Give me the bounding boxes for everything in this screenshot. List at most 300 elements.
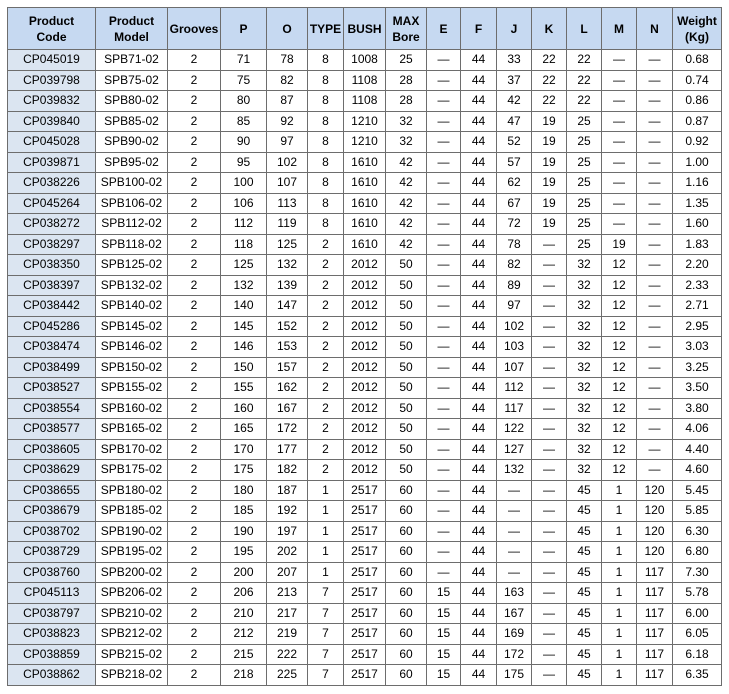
table-cell: — — [602, 173, 637, 194]
table-cell: 12 — [602, 378, 637, 399]
product-code-cell: CP039832 — [8, 91, 96, 112]
table-cell: 2012 — [344, 398, 386, 419]
table-cell: 153 — [267, 337, 308, 358]
table-cell: — — [427, 152, 461, 173]
product-code-cell: CP038862 — [8, 665, 96, 686]
table-cell: — — [532, 316, 567, 337]
table-cell: 182 — [267, 460, 308, 481]
table-cell: 25 — [567, 214, 602, 235]
table-cell: 44 — [461, 255, 497, 276]
table-cell: — — [532, 296, 567, 317]
table-cell: 19 — [532, 173, 567, 194]
table-cell: 225 — [267, 665, 308, 686]
table-cell: SPB100-02 — [96, 173, 168, 194]
table-cell: 22 — [567, 70, 602, 91]
table-cell: 1 — [602, 624, 637, 645]
col-type: TYPE — [308, 8, 344, 50]
table-row — [8, 583, 722, 604]
table-cell: 1610 — [344, 152, 386, 173]
table-cell: 47 — [497, 111, 532, 132]
product-code-cell: CP038350 — [8, 255, 96, 276]
table-cell: — — [532, 624, 567, 645]
table-cell: 6.05 — [673, 624, 722, 645]
table-cell: — — [637, 378, 673, 399]
table-cell: — — [427, 480, 461, 501]
product-code-cell: CP038554 — [8, 398, 96, 419]
table-cell: — — [532, 480, 567, 501]
table-cell: 12 — [602, 398, 637, 419]
table-cell: 50 — [386, 255, 427, 276]
table-cell: 44 — [461, 460, 497, 481]
table-cell: 75 — [221, 70, 267, 91]
table-row — [8, 234, 722, 255]
table-cell: 3.80 — [673, 398, 722, 419]
table-cell: — — [427, 255, 461, 276]
table-row — [8, 70, 722, 91]
table-cell: 2 — [168, 337, 221, 358]
table-cell: 2.20 — [673, 255, 722, 276]
table-cell: — — [602, 132, 637, 153]
table-cell: 32 — [567, 296, 602, 317]
table-cell: 2 — [168, 665, 221, 686]
table-cell: 2012 — [344, 378, 386, 399]
table-cell: SPB215-02 — [96, 644, 168, 665]
table-cell: 167 — [267, 398, 308, 419]
table-cell: — — [532, 583, 567, 604]
table-cell: 107 — [497, 357, 532, 378]
table-cell: 44 — [461, 275, 497, 296]
product-code-cell: CP039871 — [8, 152, 96, 173]
table-cell: 8 — [308, 193, 344, 214]
table-cell: 60 — [386, 521, 427, 542]
table-cell: 2.95 — [673, 316, 722, 337]
table-cell: 140 — [221, 296, 267, 317]
table-cell: — — [637, 398, 673, 419]
table-cell: 45 — [567, 542, 602, 563]
table-cell: SPB112-02 — [96, 214, 168, 235]
table-cell: 97 — [497, 296, 532, 317]
table-cell: 50 — [386, 378, 427, 399]
table-cell: — — [532, 275, 567, 296]
table-cell: 7 — [308, 644, 344, 665]
table-cell: 119 — [267, 214, 308, 235]
table-row — [8, 521, 722, 542]
table-cell: 2517 — [344, 542, 386, 563]
table-cell: SPB200-02 — [96, 562, 168, 583]
table-cell: 15 — [427, 644, 461, 665]
table-cell: — — [532, 562, 567, 583]
table-cell: 200 — [221, 562, 267, 583]
table-cell: 50 — [386, 460, 427, 481]
table-cell: 2 — [168, 173, 221, 194]
table-row — [8, 501, 722, 522]
table-row — [8, 357, 722, 378]
table-cell: 172 — [497, 644, 532, 665]
pulley-spec-table — [7, 7, 722, 686]
table-cell: 44 — [461, 583, 497, 604]
table-cell: 25 — [567, 132, 602, 153]
table-cell: 45 — [567, 501, 602, 522]
table-cell: 2 — [168, 132, 221, 153]
col-p: P — [221, 8, 267, 50]
product-code-cell: CP045264 — [8, 193, 96, 214]
product-code-cell: CP039840 — [8, 111, 96, 132]
table-cell: 32 — [386, 132, 427, 153]
table-cell: — — [497, 501, 532, 522]
col-product-code: Product Code — [8, 8, 96, 50]
table-cell: SPB190-02 — [96, 521, 168, 542]
table-cell: — — [427, 357, 461, 378]
table-row — [8, 419, 722, 440]
table-cell: 2 — [308, 255, 344, 276]
product-code-cell: CP038577 — [8, 419, 96, 440]
table-cell: 5.45 — [673, 480, 722, 501]
table-cell: 1 — [602, 501, 637, 522]
table-cell: — — [637, 214, 673, 235]
table-cell: — — [532, 665, 567, 686]
table-cell: 2517 — [344, 501, 386, 522]
table-cell: 1210 — [344, 111, 386, 132]
table-cell: 8 — [308, 132, 344, 153]
table-cell: 44 — [461, 665, 497, 686]
table-cell: 45 — [567, 644, 602, 665]
table-cell: 167 — [497, 603, 532, 624]
table-cell: 2012 — [344, 296, 386, 317]
table-cell: — — [427, 460, 461, 481]
table-cell: 25 — [567, 234, 602, 255]
table-cell: 44 — [461, 91, 497, 112]
table-cell: 202 — [267, 542, 308, 563]
table-cell: 145 — [221, 316, 267, 337]
col-m: M — [602, 8, 637, 50]
table-cell: 180 — [221, 480, 267, 501]
table-cell: 1 — [602, 665, 637, 686]
table-cell: — — [427, 316, 461, 337]
table-cell: 12 — [602, 439, 637, 460]
table-cell: 44 — [461, 70, 497, 91]
table-cell: 44 — [461, 398, 497, 419]
table-cell: 12 — [602, 460, 637, 481]
table-cell: 60 — [386, 501, 427, 522]
table-cell: 132 — [267, 255, 308, 276]
table-cell: — — [532, 255, 567, 276]
table-cell: 60 — [386, 624, 427, 645]
table-cell: 45 — [567, 603, 602, 624]
table-row — [8, 439, 722, 460]
table-cell: 1 — [308, 562, 344, 583]
col-k: K — [532, 8, 567, 50]
table-cell: 32 — [567, 439, 602, 460]
table-cell: — — [602, 50, 637, 71]
table-cell: 50 — [386, 296, 427, 317]
table-row — [8, 132, 722, 153]
table-cell: 44 — [461, 624, 497, 645]
table-cell: 2012 — [344, 337, 386, 358]
table-cell: 102 — [267, 152, 308, 173]
table-cell: 117 — [637, 562, 673, 583]
table-cell: 42 — [497, 91, 532, 112]
table-cell: 118 — [221, 234, 267, 255]
table-cell: 32 — [567, 337, 602, 358]
table-row — [8, 624, 722, 645]
table-cell: — — [497, 480, 532, 501]
table-cell: 2 — [168, 255, 221, 276]
table-cell: 25 — [386, 50, 427, 71]
table-cell: 1 — [602, 521, 637, 542]
table-cell: 2012 — [344, 316, 386, 337]
table-cell: 2517 — [344, 644, 386, 665]
table-cell: 12 — [602, 316, 637, 337]
table-cell: SPB165-02 — [96, 419, 168, 440]
table-row — [8, 173, 722, 194]
table-cell: 175 — [497, 665, 532, 686]
table-cell: 42 — [386, 234, 427, 255]
table-cell: 62 — [497, 173, 532, 194]
table-cell: 37 — [497, 70, 532, 91]
table-cell: 44 — [461, 603, 497, 624]
table-cell: 122 — [497, 419, 532, 440]
col-grooves: Grooves — [168, 8, 221, 50]
table-cell: 2 — [308, 316, 344, 337]
product-code-cell: CP038527 — [8, 378, 96, 399]
table-cell: 103 — [497, 337, 532, 358]
table-cell: — — [637, 460, 673, 481]
table-cell: 32 — [567, 255, 602, 276]
table-cell: 45 — [567, 521, 602, 542]
table-cell: 117 — [497, 398, 532, 419]
table-cell: 25 — [567, 193, 602, 214]
table-cell: 2 — [168, 398, 221, 419]
table-cell: 44 — [461, 357, 497, 378]
product-code-cell: CP038823 — [8, 624, 96, 645]
table-row — [8, 644, 722, 665]
table-cell: 45 — [567, 624, 602, 645]
table-cell: 2 — [168, 624, 221, 645]
table-cell: 52 — [497, 132, 532, 153]
table-cell: — — [427, 111, 461, 132]
table-cell: 19 — [532, 152, 567, 173]
table-cell: 117 — [637, 665, 673, 686]
table-row — [8, 337, 722, 358]
table-cell: 2 — [168, 316, 221, 337]
product-code-cell: CP038797 — [8, 603, 96, 624]
table-cell: 42 — [386, 173, 427, 194]
table-cell: — — [427, 234, 461, 255]
table-cell: 2 — [168, 91, 221, 112]
table-cell: 172 — [267, 419, 308, 440]
table-cell: 2517 — [344, 583, 386, 604]
table-cell: 50 — [386, 419, 427, 440]
table-cell: 155 — [221, 378, 267, 399]
table-cell: 147 — [267, 296, 308, 317]
table-cell: 32 — [567, 275, 602, 296]
table-cell: 7.30 — [673, 562, 722, 583]
table-cell: 1 — [602, 480, 637, 501]
table-cell: 50 — [386, 439, 427, 460]
table-cell: 60 — [386, 542, 427, 563]
table-cell: 2 — [168, 214, 221, 235]
table-cell: SPB95-02 — [96, 152, 168, 173]
table-cell: 44 — [461, 480, 497, 501]
table-cell: 3.25 — [673, 357, 722, 378]
table-row — [8, 603, 722, 624]
product-code-cell: CP038629 — [8, 460, 96, 481]
table-cell: 190 — [221, 521, 267, 542]
product-code-cell: CP045028 — [8, 132, 96, 153]
table-cell: 44 — [461, 316, 497, 337]
table-cell: 1108 — [344, 91, 386, 112]
table-cell: 207 — [267, 562, 308, 583]
table-cell: 12 — [602, 337, 637, 358]
table-cell: 12 — [602, 255, 637, 276]
table-cell: — — [427, 378, 461, 399]
table-cell: 2 — [168, 460, 221, 481]
table-cell: 169 — [497, 624, 532, 645]
table-cell: 2.33 — [673, 275, 722, 296]
table-cell: 1 — [602, 583, 637, 604]
table-cell: 222 — [267, 644, 308, 665]
table-cell: — — [427, 91, 461, 112]
table-row — [8, 152, 722, 173]
table-cell: SPB195-02 — [96, 542, 168, 563]
table-cell: — — [427, 296, 461, 317]
table-cell: 7 — [308, 624, 344, 645]
table-cell: 60 — [386, 562, 427, 583]
table-cell: 28 — [386, 91, 427, 112]
product-code-cell: CP038297 — [8, 234, 96, 255]
table-cell: 25 — [567, 152, 602, 173]
table-cell: — — [427, 398, 461, 419]
table-cell: 32 — [567, 316, 602, 337]
table-cell: — — [637, 132, 673, 153]
table-cell: 5.85 — [673, 501, 722, 522]
table-cell: 1 — [602, 603, 637, 624]
table-cell: 2.71 — [673, 296, 722, 317]
table-cell: — — [637, 337, 673, 358]
table-cell: 2 — [168, 501, 221, 522]
table-cell: 7 — [308, 603, 344, 624]
table-cell: 12 — [602, 275, 637, 296]
table-cell: 132 — [497, 460, 532, 481]
table-cell: 195 — [221, 542, 267, 563]
table-cell: 2012 — [344, 357, 386, 378]
table-cell: 85 — [221, 111, 267, 132]
col-weight: Weight (Kg) — [673, 8, 722, 50]
table-cell: 44 — [461, 562, 497, 583]
table-cell: 22 — [532, 50, 567, 71]
table-cell: 33 — [497, 50, 532, 71]
table-cell: — — [637, 111, 673, 132]
table-cell: — — [427, 70, 461, 91]
table-cell: 0.86 — [673, 91, 722, 112]
table-cell: SPB180-02 — [96, 480, 168, 501]
table-cell: 60 — [386, 644, 427, 665]
table-cell: 42 — [386, 152, 427, 173]
table-cell: SPB175-02 — [96, 460, 168, 481]
table-cell: 19 — [602, 234, 637, 255]
table-cell: — — [637, 439, 673, 460]
table-row — [8, 480, 722, 501]
table-cell: 4.06 — [673, 419, 722, 440]
table-cell: — — [427, 439, 461, 460]
table-cell: — — [532, 542, 567, 563]
table-row — [8, 316, 722, 337]
table-cell: 7 — [308, 583, 344, 604]
table-cell: 44 — [461, 521, 497, 542]
col-l: L — [567, 8, 602, 50]
table-cell: — — [637, 234, 673, 255]
table-cell: 2 — [168, 70, 221, 91]
table-cell: — — [497, 521, 532, 542]
table-cell: 44 — [461, 439, 497, 460]
table-cell: — — [602, 193, 637, 214]
table-cell: 2 — [308, 398, 344, 419]
table-cell: 42 — [386, 193, 427, 214]
table-cell: — — [532, 337, 567, 358]
table-cell: — — [637, 296, 673, 317]
table-cell: SPB206-02 — [96, 583, 168, 604]
table-cell: — — [637, 419, 673, 440]
table-cell: 44 — [461, 644, 497, 665]
table-cell: 1.35 — [673, 193, 722, 214]
table-cell: 15 — [427, 624, 461, 645]
table-cell: 50 — [386, 398, 427, 419]
table-cell: 15 — [427, 665, 461, 686]
table-cell: 132 — [221, 275, 267, 296]
table-cell: 5.78 — [673, 583, 722, 604]
table-cell: SPB71-02 — [96, 50, 168, 71]
table-cell: 120 — [637, 480, 673, 501]
table-cell: 60 — [386, 603, 427, 624]
table-cell: 2 — [308, 234, 344, 255]
table-cell: 120 — [637, 521, 673, 542]
col-max-bore: MAX Bore — [386, 8, 427, 50]
table-cell: — — [427, 521, 461, 542]
table-cell: 44 — [461, 337, 497, 358]
table-cell: 44 — [461, 50, 497, 71]
table-cell: — — [637, 152, 673, 173]
table-cell: 206 — [221, 583, 267, 604]
table-cell: 1 — [308, 542, 344, 563]
table-cell: 44 — [461, 234, 497, 255]
table-row — [8, 275, 722, 296]
table-cell: — — [602, 70, 637, 91]
table-cell: 2 — [168, 562, 221, 583]
col-f: F — [461, 8, 497, 50]
table-cell: 90 — [221, 132, 267, 153]
table-cell: 185 — [221, 501, 267, 522]
table-cell: 1 — [308, 521, 344, 542]
table-cell: — — [497, 562, 532, 583]
table-cell: — — [602, 152, 637, 173]
table-cell: 2 — [168, 111, 221, 132]
product-code-cell: CP039798 — [8, 70, 96, 91]
table-cell: 175 — [221, 460, 267, 481]
table-cell: — — [637, 70, 673, 91]
table-cell: — — [427, 562, 461, 583]
table-cell: — — [532, 234, 567, 255]
table-cell: 2 — [168, 480, 221, 501]
table-cell: 44 — [461, 111, 497, 132]
table-cell: 2 — [168, 521, 221, 542]
table-cell: 22 — [567, 50, 602, 71]
table-cell: 2012 — [344, 255, 386, 276]
table-cell: — — [602, 91, 637, 112]
table-cell: 44 — [461, 214, 497, 235]
table-cell: 2012 — [344, 439, 386, 460]
table-cell: 8 — [308, 173, 344, 194]
table-cell: 82 — [497, 255, 532, 276]
